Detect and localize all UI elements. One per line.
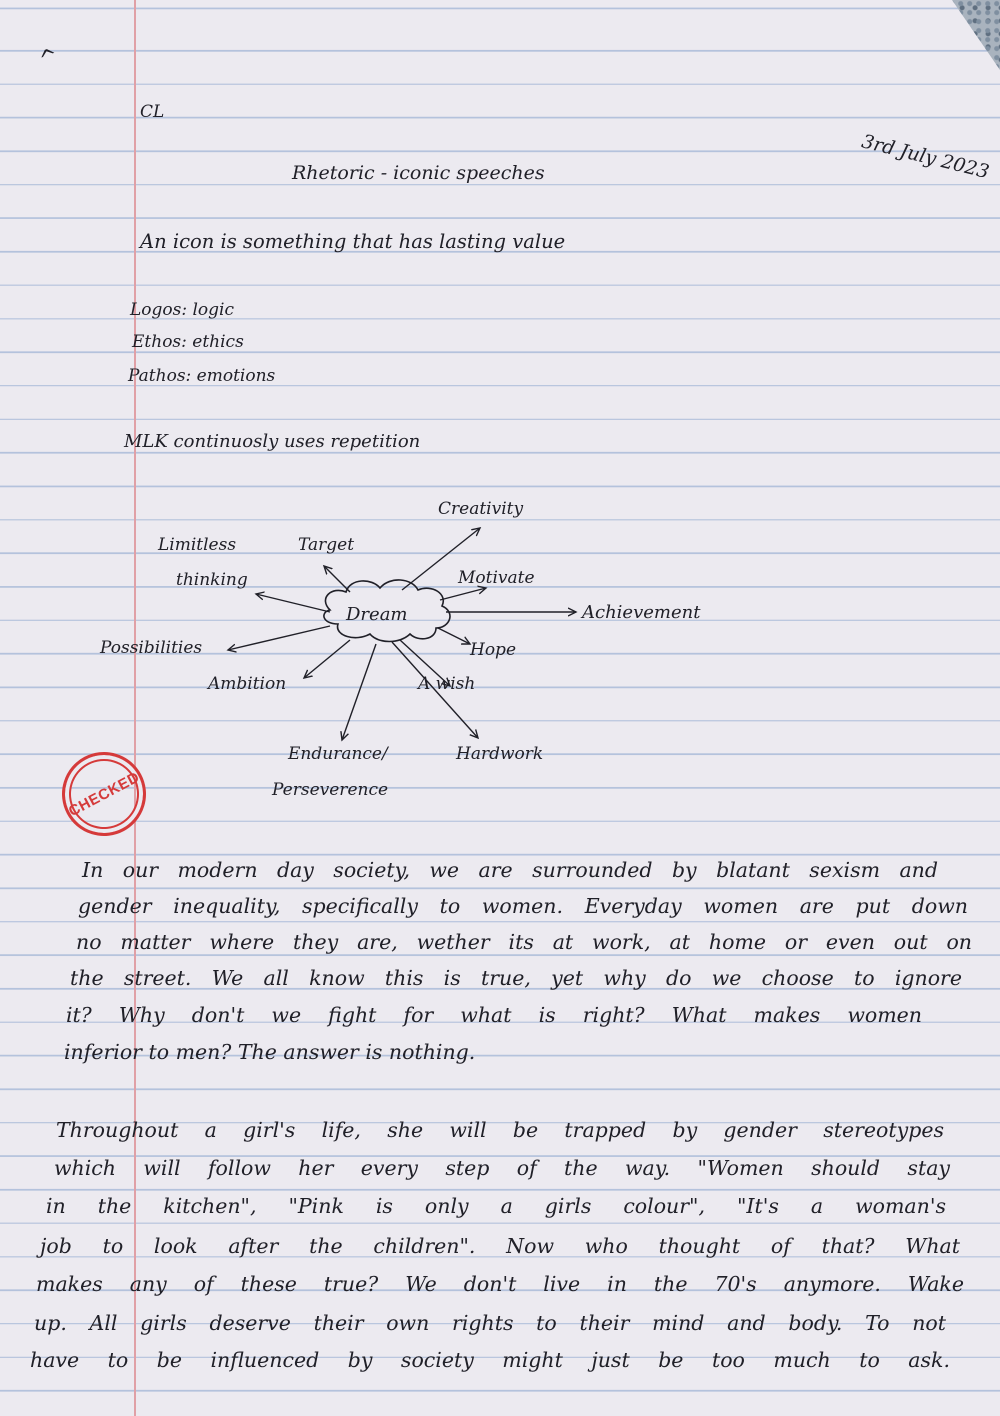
corner-mark: ^	[36, 43, 62, 74]
arrow-motivate	[440, 588, 486, 600]
arrow-hope	[438, 628, 470, 644]
node-endurance: Endurance/	[288, 744, 388, 764]
mind-map-center: Dream	[346, 604, 408, 625]
arrow-endurance	[342, 644, 376, 740]
arrow-limitless	[256, 594, 330, 612]
initials: CL	[140, 102, 165, 122]
node-motivate: Motivate	[458, 568, 535, 588]
essay-line: have to be influenced by society might just be too much to ask.	[30, 1348, 950, 1372]
node-perseverence: Perseverence	[272, 780, 389, 800]
date: 3rd July 2023	[859, 130, 992, 184]
essay-line: in the kitchen", "Pink is only a girls colour", "It's a woman's	[46, 1194, 946, 1218]
node-wish: A wish	[418, 674, 476, 694]
essay-line: inferior to men? The answer is nothing.	[64, 1040, 476, 1064]
term-logos: Logos: logic	[130, 300, 235, 320]
node-target: Target	[298, 535, 355, 555]
term-pathos: Pathos: emotions	[128, 366, 276, 386]
node-limitless: Limitless	[158, 535, 237, 555]
node-hope: Hope	[470, 640, 517, 660]
page-title: Rhetoric - iconic speeches	[292, 162, 545, 184]
essay-line: which will follow her every step of the way. "Women should stay	[54, 1156, 950, 1180]
node-hardwork: Hardwork	[456, 744, 544, 764]
essay-line: In our modern day society, we are surrounded by blatant sexism and	[82, 858, 938, 882]
essay-line: job to look after the children". Now who thought of that? What	[40, 1234, 960, 1258]
essay-line: the street. We all know this is true, yet why do we choose to ignore	[70, 966, 962, 990]
essay-line: up. All girls deserve their own rights to their mind and body. To not	[34, 1311, 946, 1335]
node-ambition: Ambition	[208, 674, 287, 694]
mlk-note: MLK continuosly uses repetition	[124, 431, 421, 452]
essay-line: gender inequality, specifically to women. Everyday women are put down	[78, 894, 968, 918]
essay-line: no matter where they are, wether its at work, at home or even out on	[76, 930, 972, 954]
node-possibilities: Possibilities	[100, 638, 203, 658]
essay-line: Throughout a girl's life, she will be trapped by gender stereotypes	[56, 1118, 944, 1142]
stamp-text: CHECKED	[65, 768, 143, 820]
node-achievement: Achievement	[582, 602, 701, 623]
term-ethos: Ethos: ethics	[132, 332, 244, 352]
arrow-target	[324, 566, 350, 592]
arrow-possibilities	[228, 626, 330, 650]
node-creativity: Creativity	[438, 499, 524, 519]
arrow-ambition	[304, 640, 350, 678]
essay-line: makes any of these true? We don't live in the 70's anymore. Wake	[36, 1272, 964, 1296]
essay-line: it? Why don't we fight for what is right? What makes women	[66, 1003, 922, 1027]
node-limitless-thinking: thinking	[176, 570, 248, 590]
icon-definition: An icon is something that has lasting value	[140, 230, 566, 253]
